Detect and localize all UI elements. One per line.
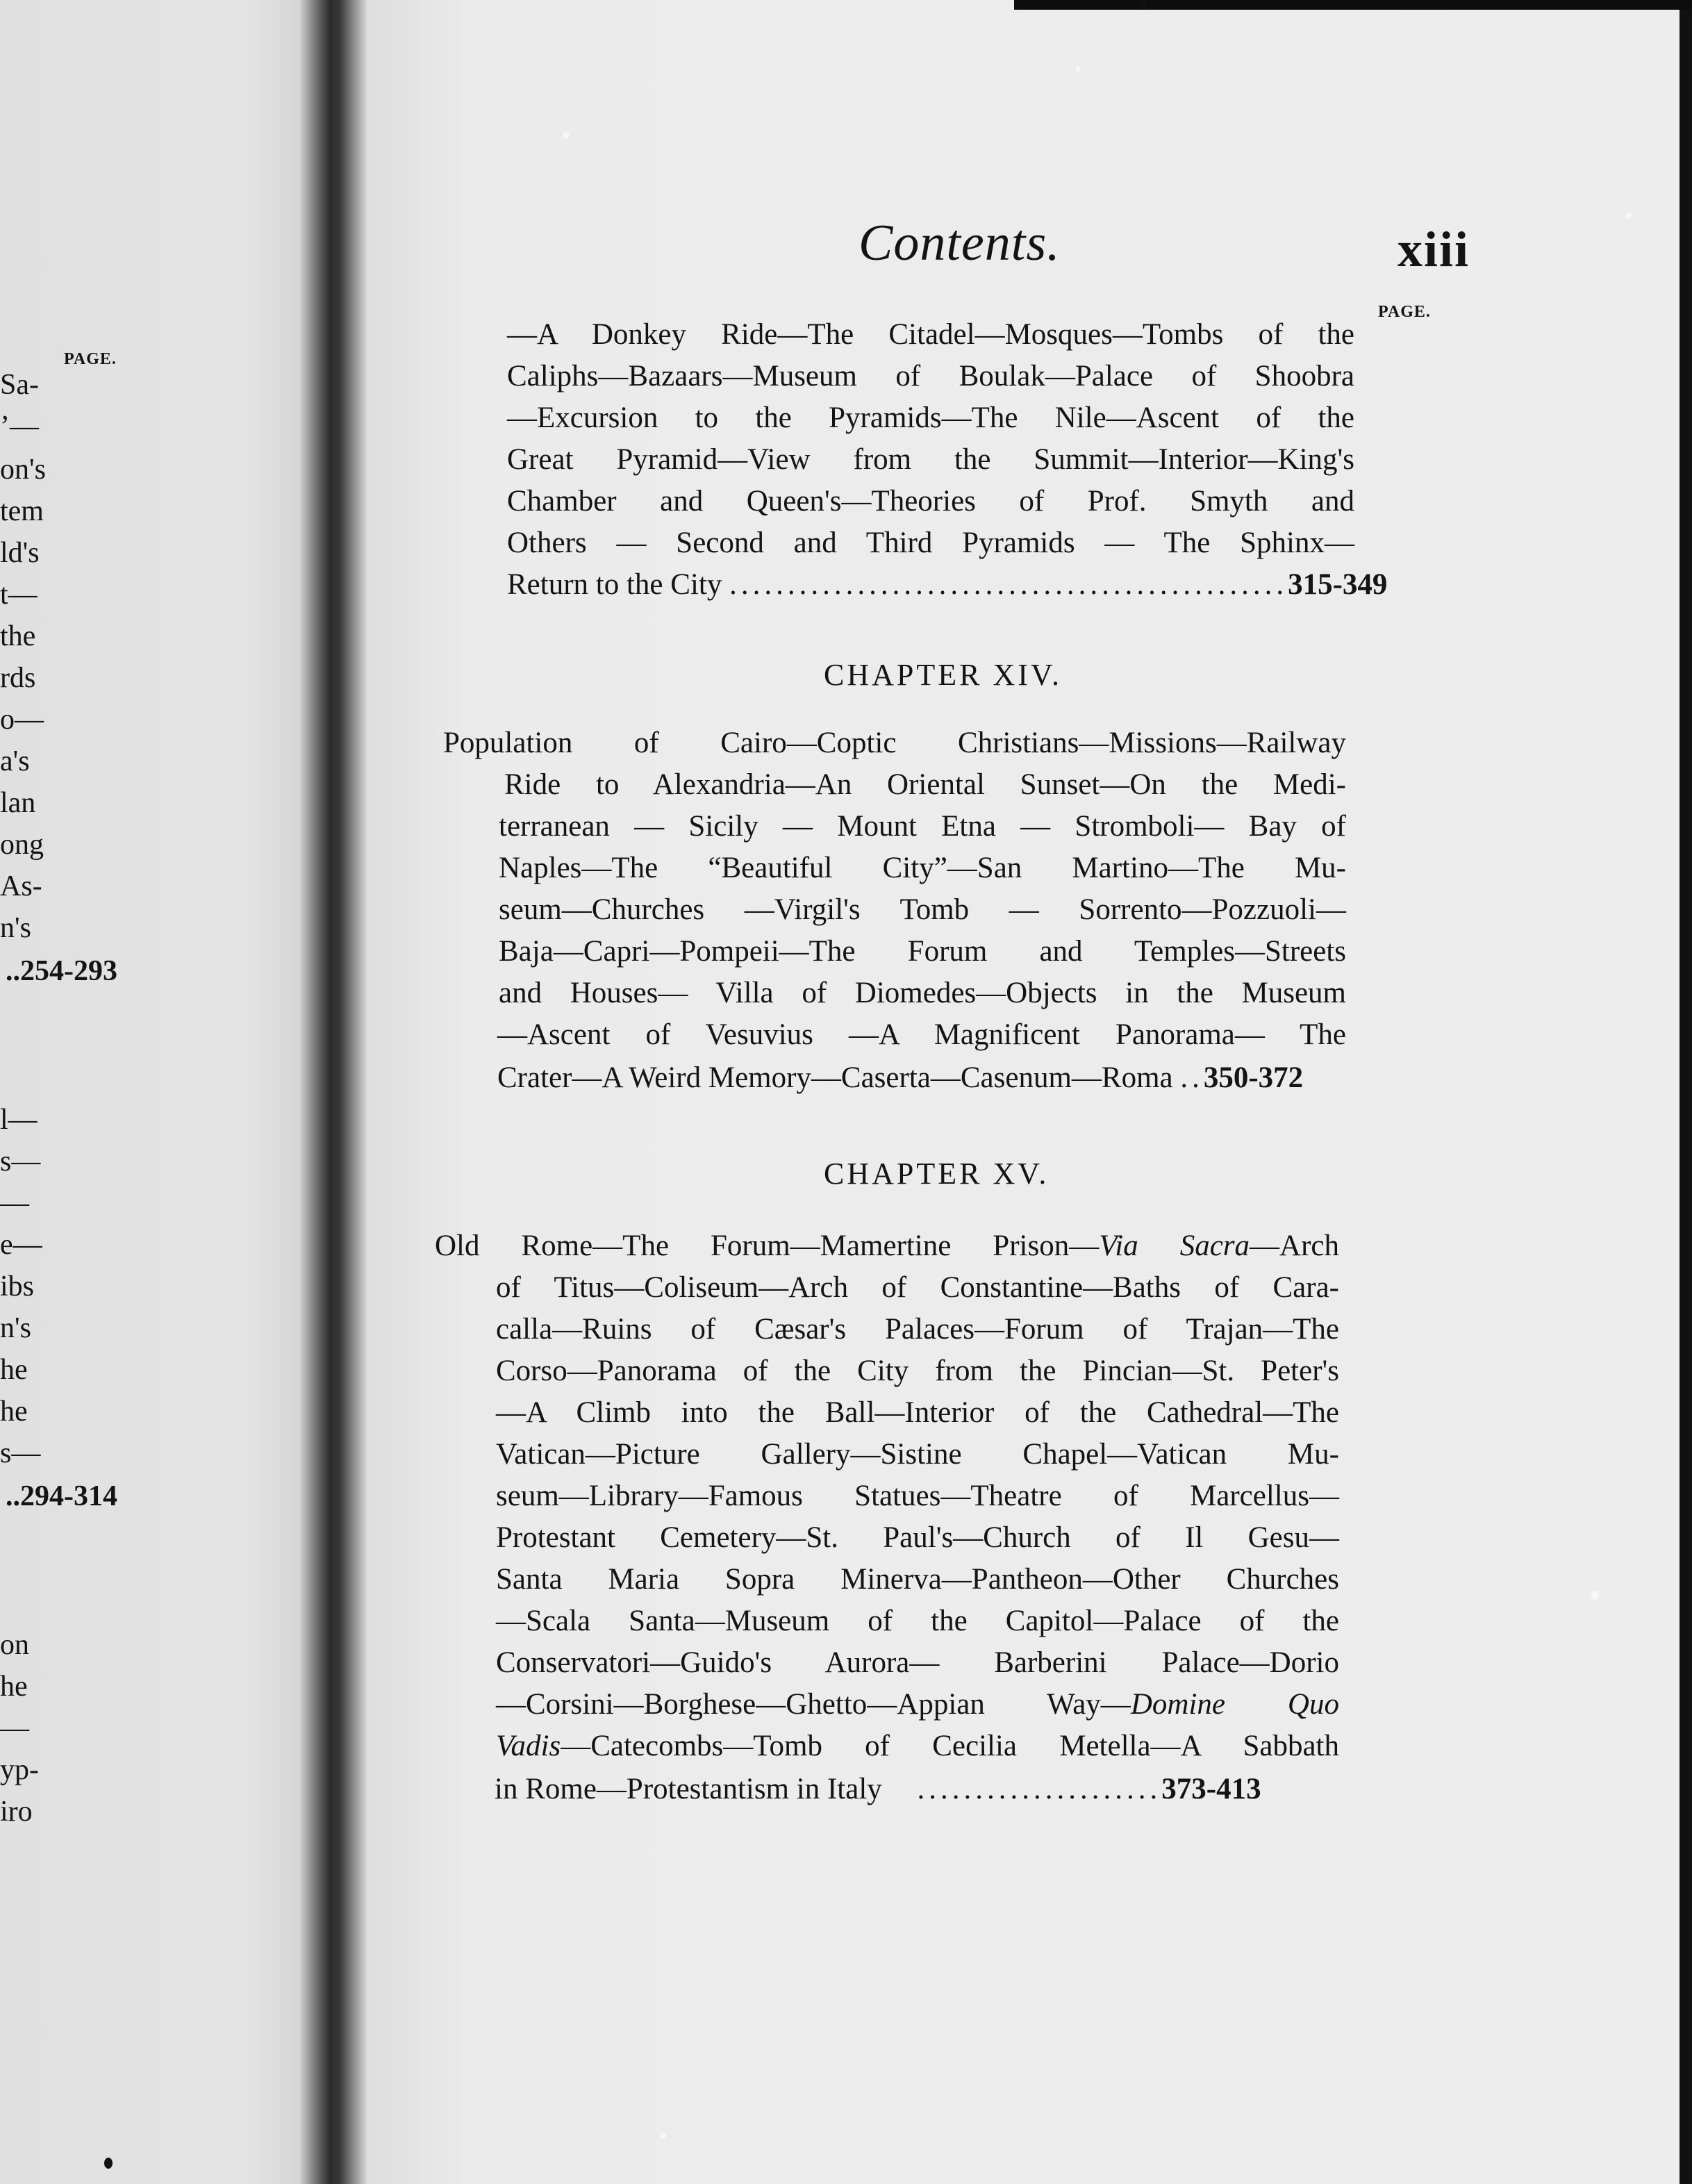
toc-line: Great Pyramid—View from the Summit—Interior—King's [507, 443, 1354, 476]
toc-line: Vatican—Picture Gallery—Sistine Chapel—Vatican Mu- [496, 1438, 1339, 1471]
scan-speck [1139, 0, 1146, 8]
left-page-range: ..254-293 [6, 955, 117, 987]
left-fragment: n's [0, 912, 31, 944]
chapter-heading: CHAPTER XIV. [824, 658, 1063, 692]
left-fragment: rds [0, 662, 36, 694]
toc-line: terranean — Sicily — Mount Etna — Stromboli— Bay of [499, 810, 1346, 843]
left-fragment: ld's [0, 537, 40, 569]
scan-top-edge [1014, 0, 1692, 10]
toc-line [435, 1225, 1339, 1267]
toc-italic-text: Domine Quo [1130, 1688, 1339, 1721]
left-fragment: t— [0, 579, 38, 611]
toc-line: —Scala Santa—Museum of the Capitol—Palace of the [496, 1605, 1339, 1637]
left-fragment: iro [0, 1796, 33, 1828]
page-title: Contents. [859, 215, 1061, 272]
toc-line: Caliphs—Bazaars—Museum of Boulak—Palace of Shoobra [507, 360, 1354, 392]
page-number: xiii [1397, 222, 1470, 277]
left-fragment: s— [0, 1145, 41, 1177]
left-fragment: he [0, 1671, 28, 1703]
page-range: 315-349 [1288, 568, 1388, 601]
scan-speck [563, 132, 570, 139]
toc-line [496, 1726, 1339, 1767]
left-fragment: n's [0, 1312, 31, 1344]
left-fragment: tem [0, 495, 44, 527]
toc-line: Baja—Capri—Pompeii—The Forum and Temples—Streets [499, 935, 1346, 968]
toc-last-line [495, 1769, 1453, 1810]
dot-leader: ..................... [917, 1773, 1162, 1805]
left-fragment: Sa- [0, 369, 39, 401]
toc-line: calla—Ruins of Cæsar's Palaces—Forum of Trajan—The [496, 1313, 1339, 1346]
toc-line: seum—Churches —Virgil's Tomb — Sorrento—Pozzuoli— [499, 893, 1346, 926]
toc-line: —Ascent of Vesuvius —A Magnificent Panorama— The [497, 1018, 1346, 1051]
toc-line: Corso—Panorama of the City from the Pincian—St. Peter's [496, 1355, 1339, 1387]
left-fragment: s— [0, 1437, 41, 1469]
toc-last-line [497, 1057, 1456, 1099]
toc-line: Ride to Alexandria—An Oriental Sunset—On the Medi- [504, 768, 1346, 801]
left-page-range: ..294-314 [6, 1480, 117, 1512]
left-fragment: — [0, 1712, 29, 1744]
scan-speck [1591, 1591, 1599, 1599]
left-fragment: lan [0, 787, 36, 819]
toc-line: Chamber and Queen's—Theories of Prof. Smyth and [507, 485, 1354, 518]
scan-speck [104, 2158, 113, 2169]
toc-line: —A Donkey Ride—The Citadel—Mosques—Tombs of the [507, 318, 1354, 351]
toc-line: Others — Second and Third Pyramids — The Sphinx— [507, 527, 1354, 559]
toc-line: Naples—The “Beautiful City”—San Martino—The Mu- [499, 852, 1346, 884]
left-fragment: ibs [0, 1271, 35, 1302]
left-fragment: ong [0, 829, 44, 861]
toc-line: Conservatori—Guido's Aurora— Barberini Palace—Dorio [496, 1646, 1339, 1679]
scan-speck [1625, 213, 1632, 219]
toc-line: Santa Maria Sopra Minerva—Pantheon—Other Churches [496, 1563, 1339, 1596]
chapter-heading: CHAPTER XV. [824, 1157, 1050, 1191]
toc-line [496, 1684, 1339, 1726]
toc-line-text: Return to the City [507, 568, 722, 601]
dot-leader: .. [1180, 1061, 1204, 1094]
toc-line-text: in Rome—Protestantism in Italy [495, 1773, 882, 1805]
toc-line: and Houses— Villa of Diomedes—Objects in the Museum [499, 977, 1346, 1009]
toc-italic-text: Vadis [496, 1730, 561, 1762]
left-fragment: o— [0, 704, 44, 736]
left-fragment: he [0, 1354, 28, 1386]
toc-line: Population of Cairo—Coptic Christians—Missions—Railway [443, 727, 1346, 759]
toc-line-text: —Arch [1250, 1230, 1339, 1262]
toc-italic-text: Via Sacra [1099, 1230, 1250, 1262]
page-column-label: PAGE. [1378, 303, 1431, 321]
toc-line: seum—Library—Famous Statues—Theatre of Marcellus— [496, 1480, 1339, 1512]
dot-leader: ................................................ [729, 568, 1288, 601]
left-page-label: PAGE. [64, 350, 117, 368]
toc-line: Protestant Cemetery—St. Paul's—Church of Il Gesu— [496, 1521, 1339, 1554]
toc-line-text: Crater—A Weird Memory—Caserta—Casenum—Roma [497, 1061, 1173, 1094]
toc-line-text: —Corsini—Borghese—Ghetto—Appian Way— [496, 1688, 1131, 1721]
scan-speck [1075, 67, 1081, 72]
left-fragment: e— [0, 1229, 42, 1261]
left-page [0, 0, 306, 2184]
left-fragment: a's [0, 745, 30, 777]
left-fragment: on [0, 1629, 29, 1661]
left-fragment: on's [0, 454, 46, 486]
toc-line: —A Climb into the Ball—Interior of the Cathedral—The [496, 1396, 1339, 1429]
toc-last-line [507, 564, 1466, 606]
left-fragment: — [0, 1187, 29, 1219]
scan-speck [660, 2133, 666, 2139]
left-fragment: yp- [0, 1754, 39, 1786]
toc-line: of Titus—Coliseum—Arch of Constantine—Baths of Cara- [496, 1271, 1339, 1304]
page-range: 373-413 [1161, 1773, 1261, 1805]
book-gutter [300, 0, 367, 2184]
left-fragment: the [0, 620, 36, 652]
left-fragment: l— [0, 1104, 38, 1136]
toc-line: —Excursion to the Pyramids—The Nile—Ascent of the [507, 402, 1354, 434]
scan-edge [1679, 0, 1692, 2184]
left-fragment: he [0, 1396, 28, 1428]
left-fragment: ’— [0, 411, 39, 442]
page-range: 350-372 [1203, 1061, 1304, 1094]
toc-line-text: —Catecombs—Tomb of Cecilia Metella—A Sabbath [561, 1730, 1339, 1762]
toc-line-text: Old Rome—The Forum—Mamertine Prison— [435, 1230, 1100, 1262]
left-fragment: As- [0, 870, 42, 902]
